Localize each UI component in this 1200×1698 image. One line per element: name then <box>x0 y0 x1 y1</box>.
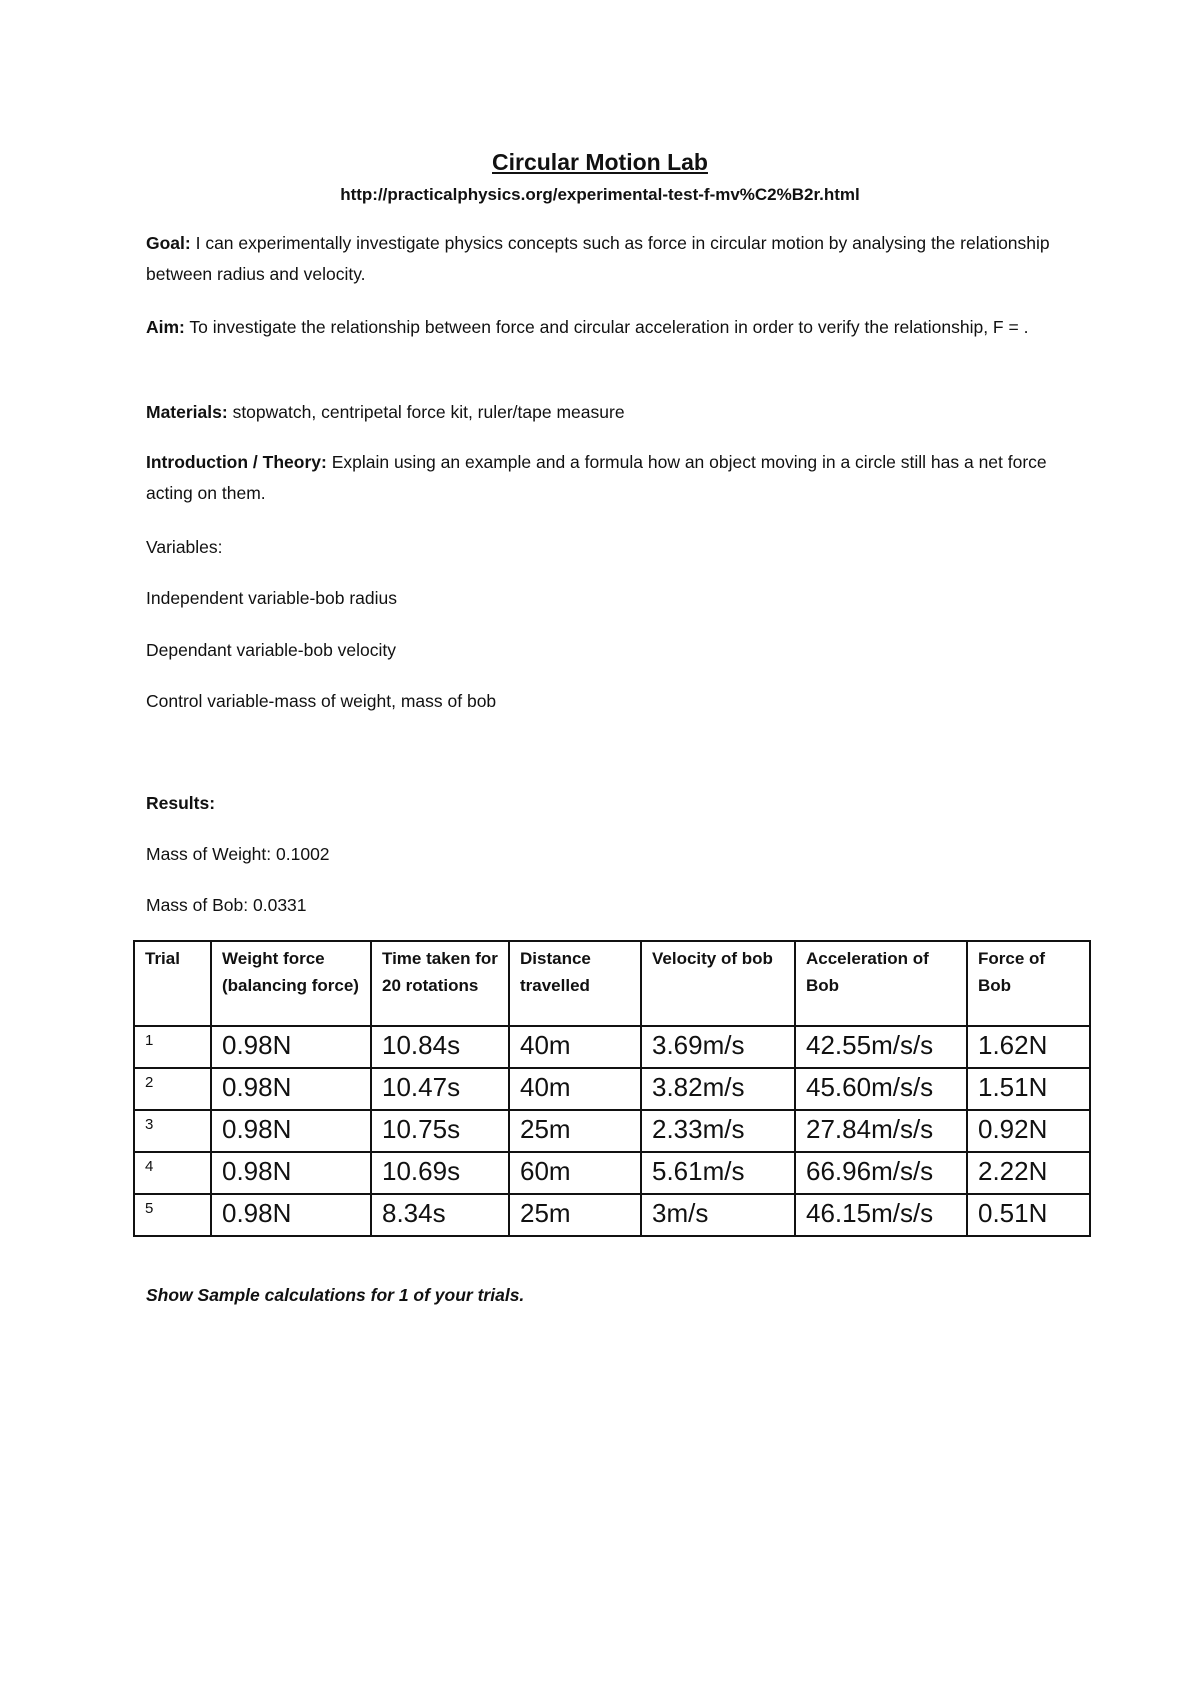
cell-force: 0.51N <box>967 1194 1090 1236</box>
cell-acceleration: 66.96m/s/s <box>795 1152 967 1194</box>
cell-velocity: 3m/s <box>641 1194 795 1236</box>
table-row <box>134 1152 1090 1194</box>
cell-time: 10.75s <box>371 1110 509 1152</box>
cell-weight-force: 0.98N <box>211 1194 371 1236</box>
aim-label: Aim: <box>146 317 185 337</box>
results-heading: Results: <box>146 793 216 813</box>
goal-label: Goal: <box>146 233 191 253</box>
cell-weight-force: 0.98N <box>211 1068 371 1110</box>
cell-trial: 4 <box>134 1152 211 1194</box>
materials-paragraph <box>146 397 1066 428</box>
header-weight-force: Weight force (balancing force) <box>211 941 371 1026</box>
header-acceleration: Acceleration of Bob <box>795 941 967 1026</box>
cell-velocity: 5.61m/s <box>641 1152 795 1194</box>
header-trial: Trial <box>134 941 211 1026</box>
cell-acceleration: 42.55m/s/s <box>795 1026 967 1068</box>
aim-text: To investigate the relationship between force and circular acceleration in order to verify the relationship, F = . <box>184 317 1029 337</box>
cell-acceleration: 45.60m/s/s <box>795 1068 967 1110</box>
dependent-variable: Dependant variable-bob velocity <box>146 640 397 660</box>
cell-trial: 1 <box>134 1026 211 1068</box>
cell-acceleration: 46.15m/s/s <box>795 1194 967 1236</box>
introduction-text: Explain using an example and a formula how an object moving in a circle still has a net force acting on them. <box>146 452 1047 503</box>
source-url: http://practicalphysics.org/experimental-test-f-mv%C2%B2r.html <box>340 185 860 204</box>
materials-text: stopwatch, centripetal force kit, ruler/tape measure <box>227 402 625 422</box>
cell-velocity: 3.69m/s <box>641 1026 795 1068</box>
control-variable: Control variable-mass of weight, mass of bob <box>146 691 497 711</box>
cell-force: 0.92N <box>967 1110 1090 1152</box>
cell-velocity: 3.82m/s <box>641 1068 795 1110</box>
cell-force: 2.22N <box>967 1152 1090 1194</box>
cell-weight-force: 0.98N <box>211 1110 371 1152</box>
materials-label: Materials: <box>146 402 228 422</box>
introduction-paragraph <box>146 447 1066 509</box>
aim-paragraph <box>146 312 1066 343</box>
sample-calculations-note: Show Sample calculations for 1 of your trials. <box>146 1285 525 1305</box>
header-time-taken: Time taken for 20 rotations <box>371 941 509 1026</box>
cell-distance: 40m <box>509 1026 641 1068</box>
cell-distance: 60m <box>509 1152 641 1194</box>
table-header-row <box>134 941 1090 1026</box>
cell-velocity: 2.33m/s <box>641 1110 795 1152</box>
cell-force: 1.62N <box>967 1026 1090 1068</box>
page-title: Circular Motion Lab <box>492 149 708 175</box>
cell-time: 10.84s <box>371 1026 509 1068</box>
table-row <box>134 1026 1090 1068</box>
cell-trial: 3 <box>134 1110 211 1152</box>
cell-time: 10.47s <box>371 1068 509 1110</box>
table-row <box>134 1194 1090 1236</box>
cell-trial: 5 <box>134 1194 211 1236</box>
cell-trial: 2 <box>134 1068 211 1110</box>
mass-of-weight: Mass of Weight: 0.1002 <box>146 844 330 864</box>
variables-heading: Variables: <box>146 537 223 557</box>
cell-weight-force: 0.98N <box>211 1152 371 1194</box>
table-row <box>134 1068 1090 1110</box>
introduction-label: Introduction / Theory: <box>146 452 327 472</box>
goal-paragraph <box>146 228 1066 290</box>
goal-text: I can experimentally investigate physics concepts such as force in circular motion by analysing the relationship between radius and velocity. <box>146 233 1050 284</box>
cell-distance: 25m <box>509 1194 641 1236</box>
results-table <box>133 940 1091 1237</box>
mass-of-bob: Mass of Bob: 0.0331 <box>146 895 307 915</box>
cell-time: 10.69s <box>371 1152 509 1194</box>
cell-time: 8.34s <box>371 1194 509 1236</box>
cell-acceleration: 27.84m/s/s <box>795 1110 967 1152</box>
header-distance: Distance travelled <box>509 941 641 1026</box>
header-velocity: Velocity of bob <box>641 941 795 1026</box>
cell-weight-force: 0.98N <box>211 1026 371 1068</box>
cell-distance: 25m <box>509 1110 641 1152</box>
header-force: Force of Bob <box>967 941 1090 1026</box>
cell-distance: 40m <box>509 1068 641 1110</box>
table-row <box>134 1110 1090 1152</box>
independent-variable: Independent variable-bob radius <box>146 588 398 608</box>
cell-force: 1.51N <box>967 1068 1090 1110</box>
